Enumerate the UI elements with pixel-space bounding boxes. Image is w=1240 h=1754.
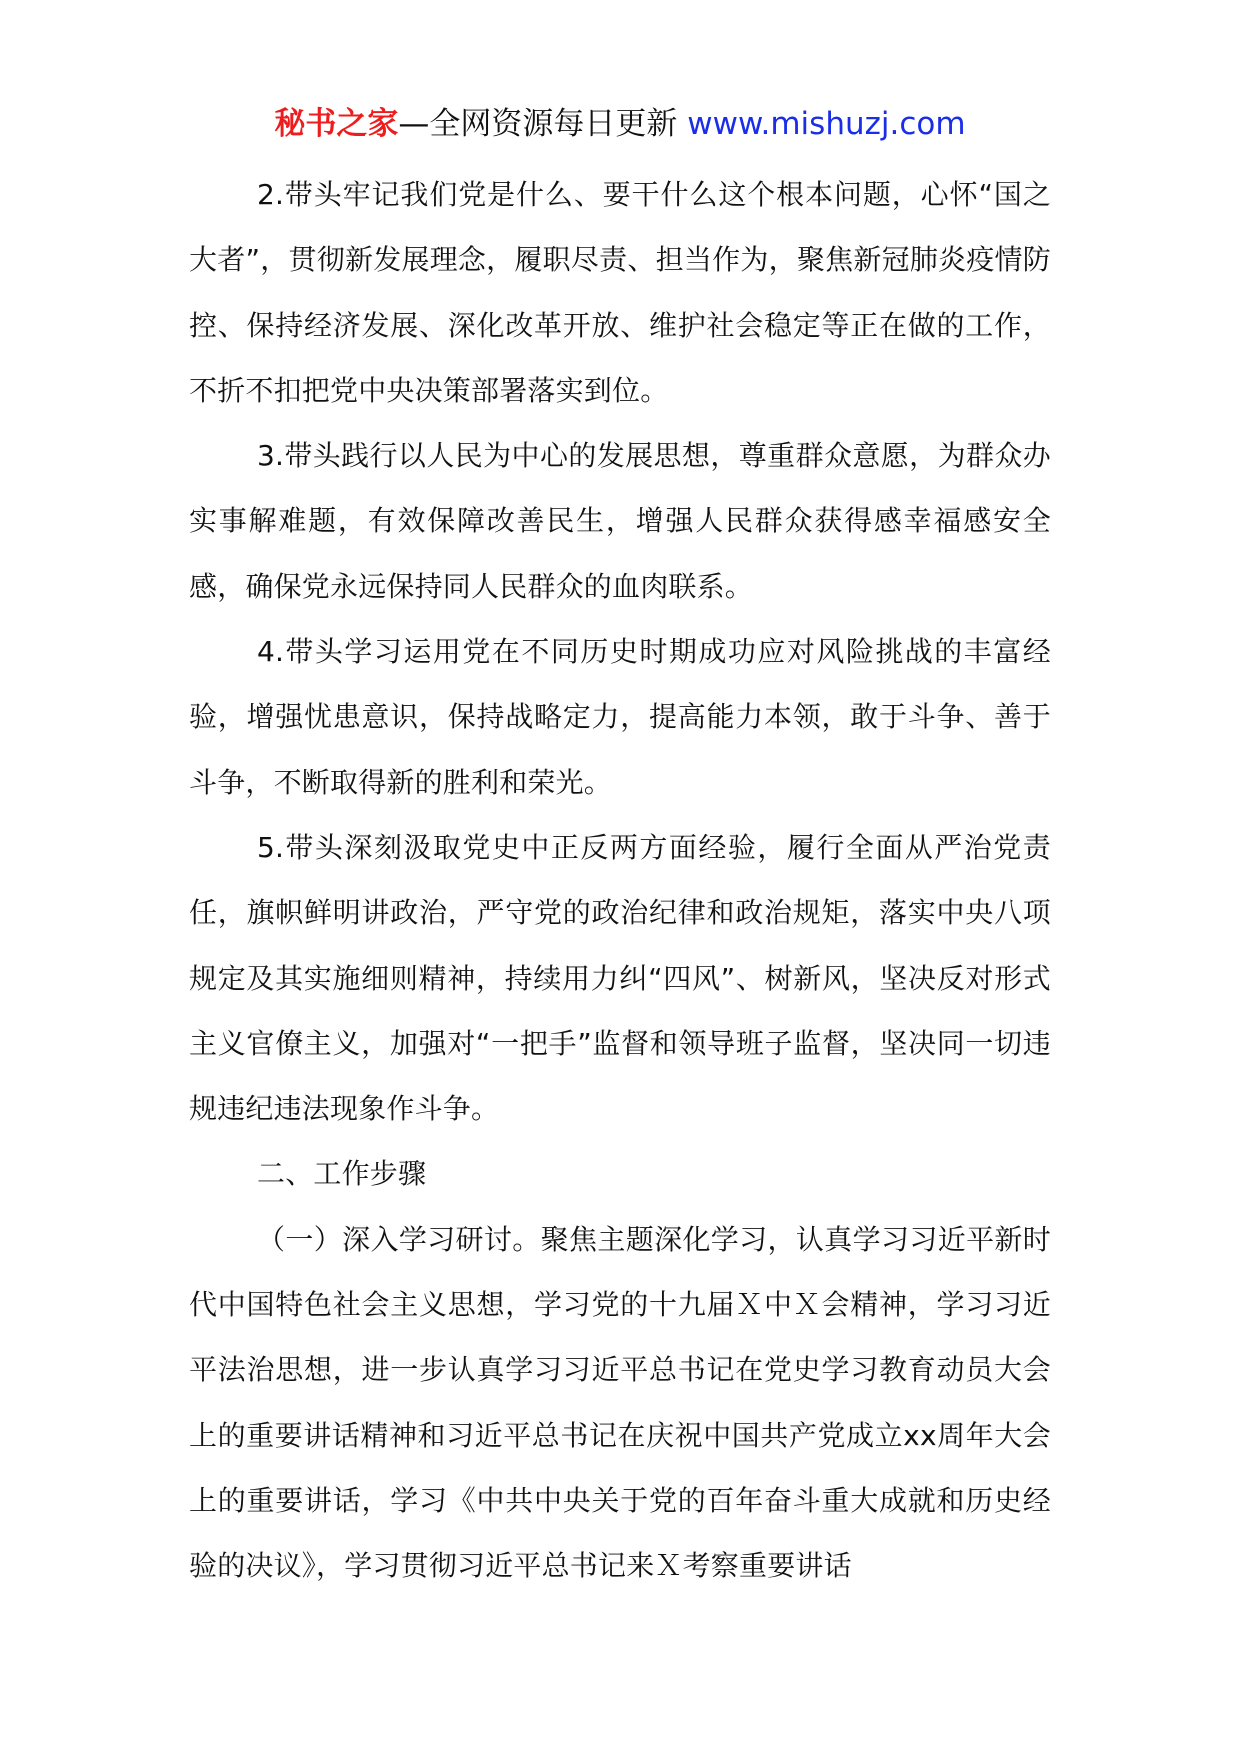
paragraph-item-3: 3.带头践行以人民为中心的发展思想，尊重群众意愿，为群众办实事解难题，有效保障改善民生，增强人民群众获得感幸福感安全感，确保党永远保持同人民群众的血肉联系。 (189, 439, 1051, 603)
section-heading-work-steps: 二、工作步骤 (257, 1157, 427, 1191)
paragraph-study-discussion: （一）深入学习研讨。聚焦主题深化学习，认真学习习近平新时代中国特色社会主义思想，学习党的十九届Ｘ中Ｘ会精神，学习习近平法治思想，进一步认真学习习近平总书记在党史学习教育动员大会上的重要讲话精神和习近平总书记在庆祝中国共产党成立xx周年大会上的重要讲话，学习《中共中央关于党的百年奋斗重大成就和历史经验的决议》，学习贯彻习近平总书记来Ｘ考察重要讲话 (189, 1222, 1051, 1583)
header-slogan: —全网资源每日更新 (398, 106, 678, 142)
document-body (189, 162, 1051, 1599)
paragraph-item-5: 5.带头深刻汲取党史中正反两方面经验，履行全面从严治党责任，旗帜鲜明讲政治，严守党的政治纪律和政治规矩，落实中央八项规定及其实施细则精神，持续用力纠“四风”、树新风，坚决反对形式主义官僚主义，加强对“一把手”监督和领导班子监督，坚决同一切违规违纪违法现象作斗争。 (189, 830, 1051, 1126)
paragraph-item-4: 4.带头学习运用党在不同历史时期成功应对风险挑战的丰富经验，增强忧患意识，保持战略定力，提高能力本领，敢于斗争、善于斗争，不断取得新的胜利和荣光。 (189, 635, 1051, 799)
site-url-link[interactable]: www.mishuzj.com (687, 106, 966, 142)
site-header (0, 102, 1240, 146)
paragraph-item-2: 2.带头牢记我们党是什么、要干什么这个根本问题，心怀“国之大者”，贯彻新发展理念，履职尽责、担当作为，聚焦新冠肺炎疫情防控、保持经济发展、深化改革开放、维护社会稳定等正在做的工作，不折不扣把党中央决策部署落实到位。 (189, 178, 1051, 407)
brand-name: 秘书之家 (274, 106, 399, 142)
